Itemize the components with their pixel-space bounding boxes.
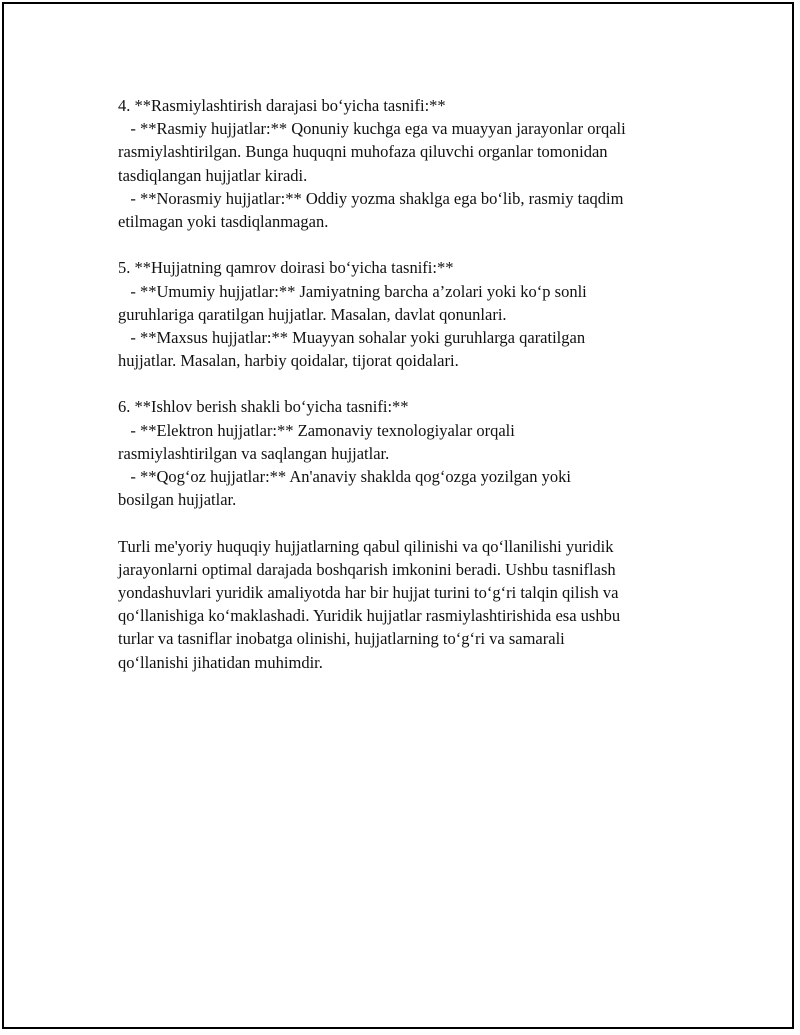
text-line: bosilgan hujjatlar.: [118, 490, 237, 510]
text-line: - **Norasmiy hujjatlar:** Oddiy yozma shaklga ega bo‘lib, rasmiy taqdim: [118, 188, 624, 208]
text-line: guruhlariga qaratilgan hujjatlar. Masalan, davlat qonunlari.: [118, 304, 507, 324]
paragraph-gap: [118, 511, 718, 534]
section-5: [118, 256, 718, 372]
text-line: - **Rasmiy hujjatlar:** Qonuniy kuchga ega va muayyan jarayonlar orqali: [118, 119, 626, 139]
paragraph-gap: [118, 233, 718, 256]
conclusion-paragraph: [118, 535, 718, 674]
text-line: - **Maxsus hujjatlar:** Muayyan sohalar yoki guruhlarga qaratilgan: [118, 327, 586, 347]
paragraph-gap: [118, 372, 718, 395]
text-line: hujjatlar. Masalan, harbiy qoidalar, tijorat qoidalari.: [118, 351, 459, 371]
section-6: [118, 395, 718, 511]
section-heading: 4. **Rasmiylashtirish darajasi bo‘yicha tasnifi:**: [118, 96, 446, 115]
document-body: [118, 94, 718, 674]
text-line: Turli me'yoriy huquqiy hujjatlarning qabul qilinishi va qo‘llanilishi yuridik: [118, 536, 614, 556]
text-line: qo‘llanishiga ko‘maklashadi. Yuridik hujjatlar rasmiylashtirishida esa ushbu: [118, 606, 621, 626]
text-line: tasdiqlangan hujjatlar kiradi.: [118, 165, 308, 185]
text-line: - **Umumiy hujjatlar:** Jamiyatning barcha a’zolari yoki ko‘p sonli: [118, 281, 587, 301]
text-line: yondashuvlari yuridik amaliyotda har bir hujjat turini to‘g‘ri talqin qilish va: [118, 582, 619, 602]
text-line: rasmiylashtirilgan. Bunga huquqni muhofaza qiluvchi organlar tomonidan: [118, 142, 608, 162]
text-line: - **Qog‘oz hujjatlar:** An'anaviy shaklda qog‘ozga yozilgan yoki: [118, 467, 571, 486]
text-line: jarayonlarni optimal darajada boshqarish imkonini beradi. Ushbu tasniflash: [118, 559, 616, 579]
section-4: [118, 94, 718, 233]
text-line: turlar va tasniflar inobatga olinishi, hujjatlarning to‘g‘ri va samarali: [118, 629, 565, 649]
section-heading: 6. **Ishlov berish shakli bo‘yicha tasnifi:**: [118, 397, 409, 417]
section-heading: 5. **Hujjatning qamrov doirasi bo‘yicha tasnifi:**: [118, 258, 454, 278]
text-line: rasmiylashtirilgan va saqlangan hujjatlar.: [118, 443, 390, 463]
text-line: qo‘llanishi jihatidan muhimdir.: [118, 652, 323, 672]
text-line: etilmagan yoki tasdiqlanmagan.: [118, 211, 329, 231]
text-line: - **Elektron hujjatlar:** Zamonaviy texnologiyalar orqali: [118, 420, 515, 440]
